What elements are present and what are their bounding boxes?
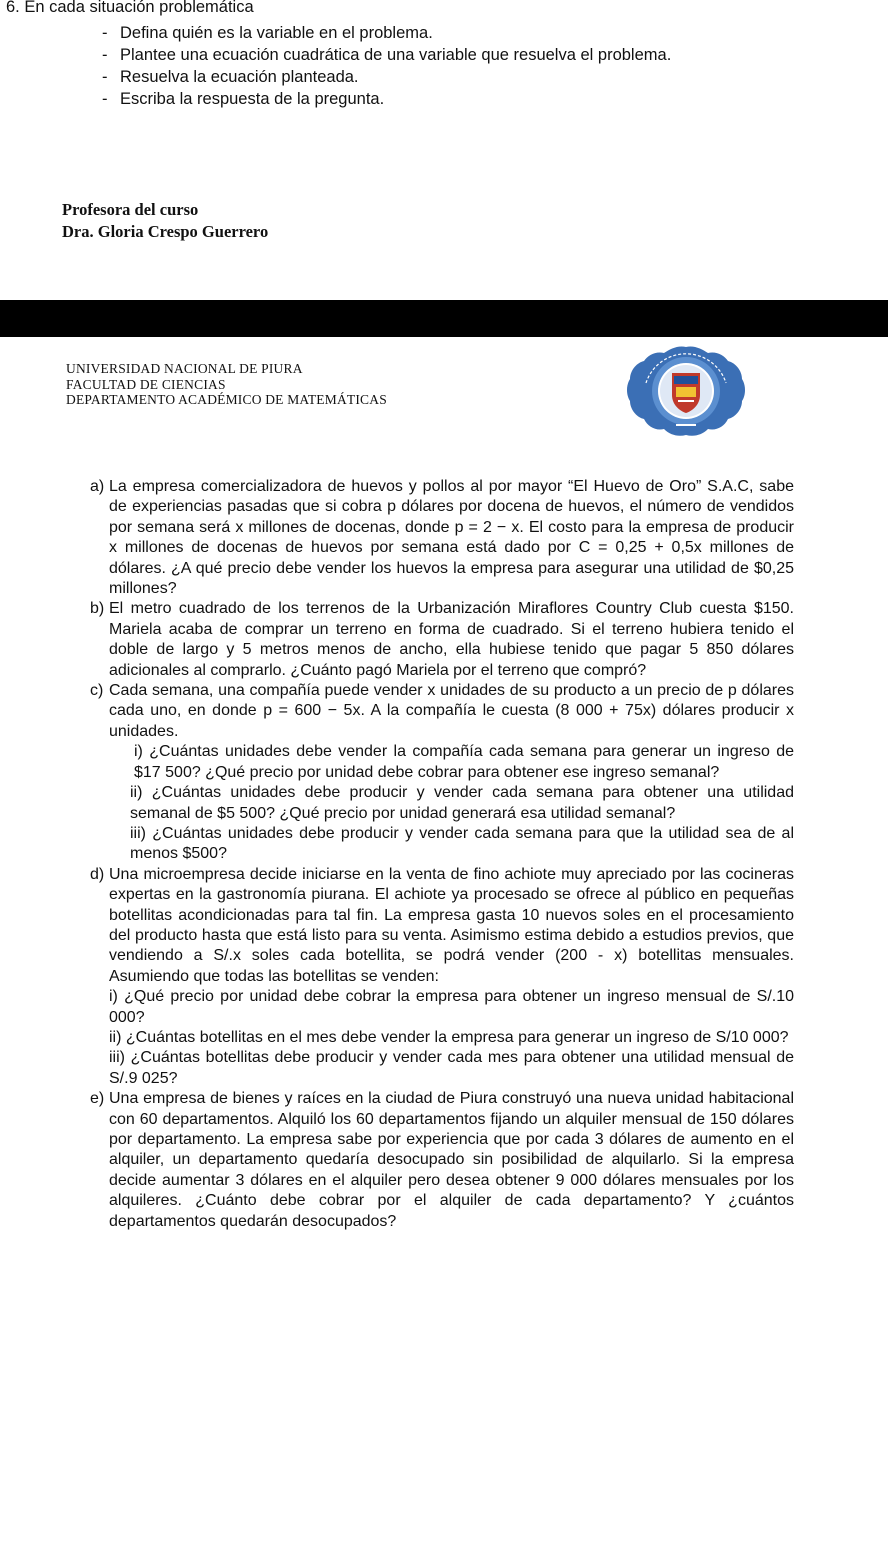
problem-text: El metro cuadrado de los terrenos de la Urbanización Miraflores Country Club cuesta $150. Mariela acaba de comprar un terreno en forma de cuadrado. Si el terreno hubiera tenido el doble de largo y 5 metros menos de ancho, ella hubiese tenido que pagar 5 850 dólares adicionales al comprarlo. ¿Cuánto pagó Mariela por el terreno que compró?	[109, 600, 794, 679]
problem-text: Una empresa de bienes y raíces en la ciudad de Piura construyó una nueva unidad habitacional con 60 departamentos. Alquiló los 60 departamentos fijando un alquiler mensual de 150 dólares por departamento. La empresa sabe por experiencia que por cada 3 dólares de aumento en el alquiler, un departamento quedaría desocupado sin posibilidad de alquilarlo. Si la empresa decide aumentar 3 dólares en el alquiler pero desea obtener 9 000 dólares mensuales por los alquileres. ¿Cuánto debe cobrar por el alquiler de cada departamento? Y ¿cuántos departamentos quedarán desocupados?	[109, 1090, 794, 1230]
subquestion: ii) ¿Cuántas botellitas en el mes debe vender la empresa para generar un ingreso de S/10 000?	[109, 1028, 789, 1046]
problem-text: La empresa comercializadora de huevos y pollos al por mayor “El Huevo de Oro” S.A.C, sabe de experiencias pasadas que si cobra p dólares por docena de huevos, el número de vendidos por semana será x millones de docenas, donde p = 2 − x. El costo para la empresa de producir x millones de docenas de huevos por semana está dado por C = 0,25 + 0,5x millones de dólares. ¿A qué precio debe vender los huevos la empresa para asegurar una utilidad de $0,25 millones?	[109, 478, 794, 598]
teacher-block	[62, 199, 268, 243]
department-name: DEPARTAMENTO ACADÉMICO DE MATEMÁTICAS	[66, 392, 387, 407]
problem-label: d)	[90, 865, 105, 883]
subquestion: i) ¿Cuántas unidades debe vender la compañía cada semana para generar un ingreso de $17 500? ¿Qué precio por unidad debe cobrar para obtener ese ingreso semanal?	[134, 743, 794, 781]
problem-label: b)	[90, 600, 105, 618]
step-item: - Defina quién es la variable en el problema.	[102, 22, 671, 44]
problem-item	[90, 865, 794, 1089]
question-title: 6. En cada situación problemática	[6, 0, 254, 16]
faculty-name: FACULTAD DE CIENCIAS	[66, 376, 226, 392]
problem-text: Cada semana, una compañía puede vender x unidades de su producto a un precio de p dólares cada uno, en donde p = 600 − 5x. A la compañía le cuesta (8 000 + 75x) dólares producir x unidades.	[109, 682, 794, 740]
problem-label: e)	[90, 1090, 105, 1108]
subquestion: iii) ¿Cuántas botellitas debe producir y vender cada mes para obtener una utilidad mensual de S/.9 025?	[109, 1049, 794, 1087]
step-item: - Plantee una ecuación cuadrática de una variable que resuelva el problema.	[102, 44, 671, 66]
problem-item	[90, 681, 794, 865]
teacher-name: Dra. Gloria Crespo Guerrero	[62, 222, 269, 241]
problem-label: c)	[90, 682, 104, 700]
university-header	[66, 361, 387, 408]
problem-item	[90, 477, 794, 599]
subquestion: i) ¿Qué precio por unidad debe cobrar la empresa para obtener un ingreso mensual de S/.10 000?	[109, 988, 794, 1026]
subquestion: iii) ¿Cuántas unidades debe producir y vender cada semana para que la utilidad sea de al menos $500?	[130, 824, 794, 863]
problem-label: a)	[90, 478, 105, 495]
problem-item	[90, 1089, 794, 1232]
subquestion: ii) ¿Cuántas unidades debe producir y vender cada semana para obtener una utilidad semanal de $5 500? ¿Qué precio por unidad generará esa utilidad semanal?	[130, 784, 794, 822]
step-item: - Escriba la respuesta de la pregunta.	[102, 88, 671, 110]
university-seal-icon	[624, 343, 748, 439]
problem-item	[90, 599, 794, 681]
problem-text: Una microempresa decide iniciarse en la venta de fino achiote muy apreciado por las cocineras expertas en la gastronomía piurana. El achiote ya procesado se ofrece al público en pequeñas botellitas acondicionadas para tal fin. La empresa gasta 10 nuevos soles en el procesamiento del producto hasta que está listo para su venta. Asimismo estima debido a estudios previos, que vendiendo a S/.x soles cada botellita, se podrá vender (200 - x) botellitas mensuales. Asumiendo que todas las botellitas se venden:	[109, 865, 794, 985]
page-divider-band	[0, 300, 888, 337]
question-steps	[102, 22, 671, 110]
step-item: - Resuelva la ecuación planteada.	[102, 66, 671, 88]
university-name: UNIVERSIDAD NACIONAL DE PIURA	[66, 361, 303, 376]
teacher-role: Profesora del curso	[62, 200, 199, 219]
problems-list	[90, 477, 794, 1232]
